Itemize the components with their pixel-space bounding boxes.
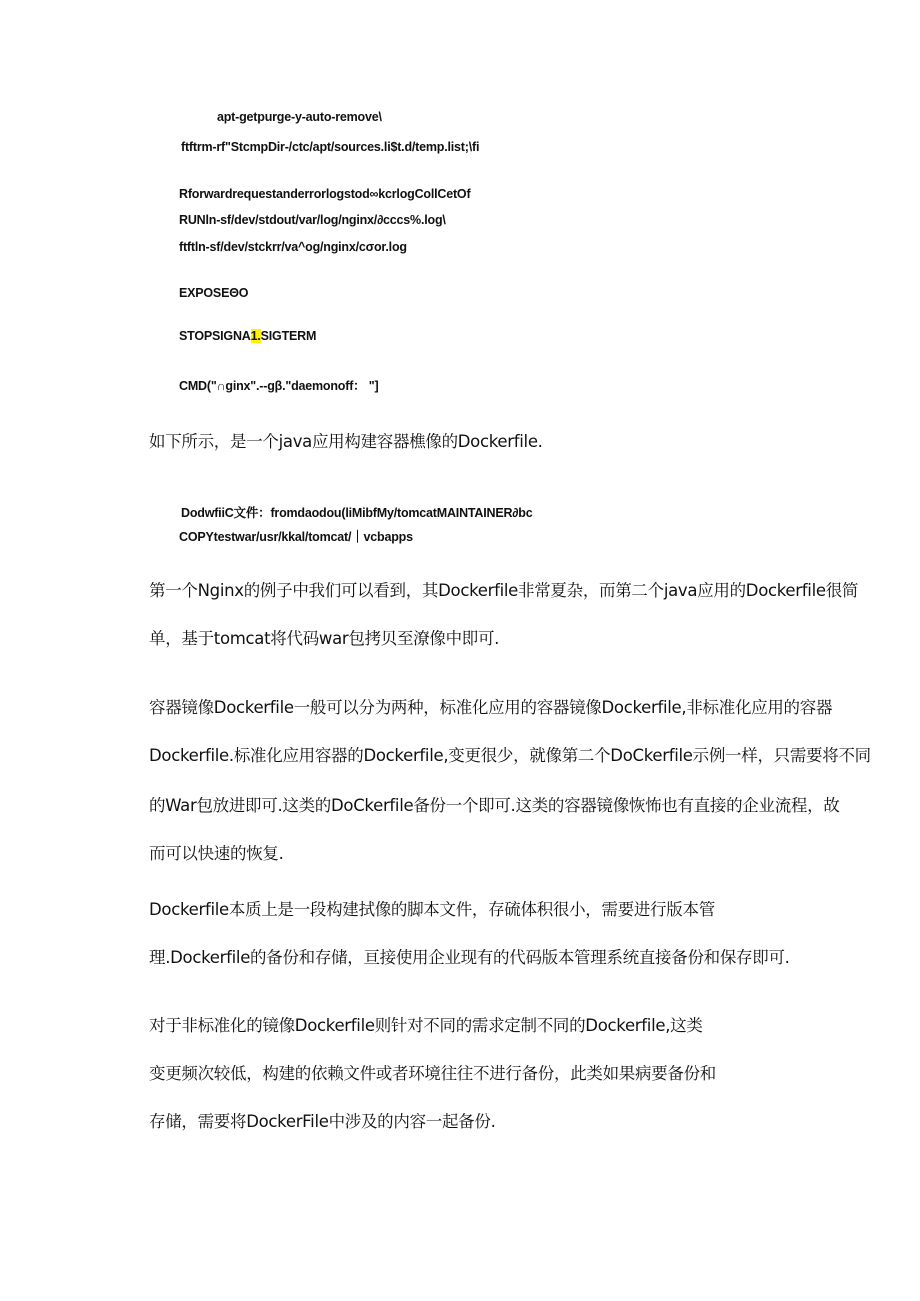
paragraph-line: 而可以快速的恢复. [149, 844, 284, 863]
paragraph-line: 对于非标准化的镜像Dockerfile则针对不同的需求定制不同的Dockerfile,这类 [149, 1016, 703, 1035]
code-line: RUNln-sf/dev/stdout/var/log/nginx/∂cccs%.log\ [179, 213, 446, 227]
code-line: ftftln-sf/dev/stckrr/va^og/nginx/cσor.log [179, 240, 407, 254]
code-line: apt-getpurge-y-auto-remove\ [217, 110, 382, 124]
intro-text: 如下所示，是一个java应用构建容器樵像的Dockerfile. [149, 432, 543, 451]
highlighted-text: 1. [250, 329, 261, 343]
paragraph-line: Dockerfile.标准化应用容器的Dockerfile,变更很少，就像第二个DoCkerfile示例一样，只需要将不同 [149, 746, 871, 765]
paragraph-line: 的War包放进即可.这类的DoCkerfile备份一个即可.这类的容器镜像恢怖也有直接的企业流程，故 [149, 796, 840, 815]
code-text: SIGTERM [260, 329, 317, 343]
code-text: STOPSIGNA [179, 329, 251, 343]
code-line: EXPOSEΘO [179, 286, 249, 300]
code-line: DodwfiiC文件：fromdaodou(liMibfMy/tomcatMAINTAINER∂bc [181, 506, 533, 520]
code-line: CMD("∩ginx".--gβ."daemonoff： "] [179, 379, 379, 393]
paragraph-line: 第一个Nginx的例子中我们可以看到，其Dockerfile非常夏杂，而第二个java应用的Dockerfile很简 [149, 581, 859, 600]
paragraph-line: 容器镜像Dockerfile一般可以分为两种，标准化应用的容器镜像Dockerfile,非标准化应用的容器 [149, 698, 833, 717]
paragraph-line: 变更频次较低，构建的依赖文件或者环境往往不进行备份，此类如果病要备份和 [149, 1064, 717, 1083]
code-line: Rforwardrequestanderrorlogstod∞kcrlogCollCetOf [179, 187, 471, 201]
code-line-stopsignal [179, 329, 316, 343]
code-line: ftftrm-rf"StcmpDir-/ctc/apt/sources.li$t.d/temp.list;\fi [181, 140, 480, 154]
paragraph-line: 理.Dockerfile的备份和存储，亘接使用企业现有的代码版本管理系统直接备份和保存即可. [149, 948, 790, 967]
paragraph-line: Dockerfile本质上是一段构建拭像的脚本文件，存硫体积很小，需要进行版本管 [149, 900, 715, 919]
code-line: COPYtestwar/usr/kkal/tomcat/｜vcbapps [179, 530, 413, 544]
paragraph-line: 单，基于tomcat将代码war包拷贝至潦像中即可. [149, 629, 500, 648]
paragraph-line: 存储，需要将DockerFile中涉及的内容一起备份. [149, 1112, 496, 1131]
